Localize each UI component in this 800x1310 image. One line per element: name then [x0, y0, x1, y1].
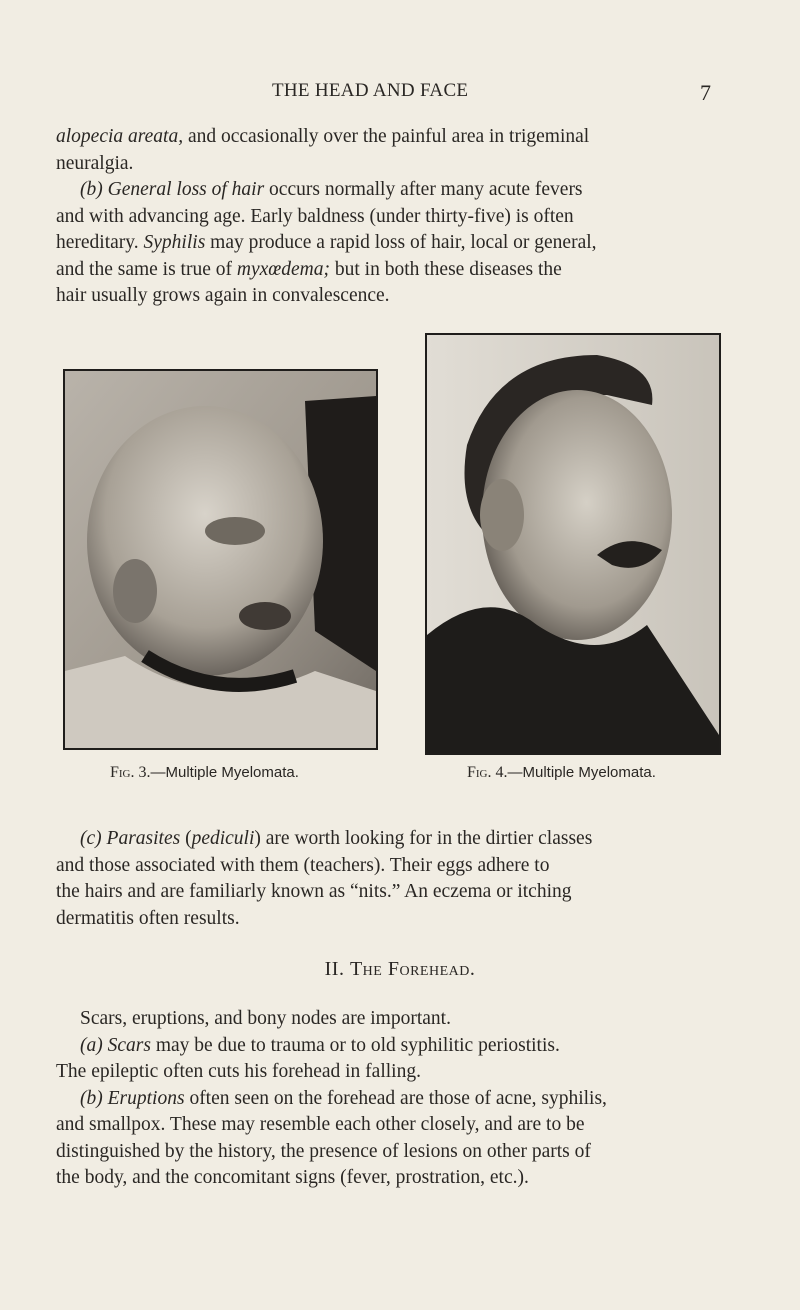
page-number: 7	[700, 80, 711, 105]
paragraph-5-line-2: The epileptic often cuts his forehead in falling.	[56, 1061, 421, 1082]
paragraph-2-line-5: hair usually grows again in convalescence.	[56, 285, 390, 306]
running-title: THE HEAD AND FACE	[272, 80, 469, 101]
figure-4-caption: Fig. 4.—Multiple Myelomata.	[467, 764, 656, 781]
paragraph-block-top	[56, 124, 744, 310]
infant-portrait-image	[65, 371, 376, 748]
section-heading: II. The Forehead.	[324, 958, 476, 980]
paragraph-3-line-4: dermatitis often results.	[56, 907, 240, 929]
paragraph-6-line-4: the body, and the concomitant signs (fever, prostration, etc.).	[56, 1167, 529, 1188]
paragraph-6-line-1: (b) Eruptions often seen on the forehead are those of acne, syphilis,	[80, 1087, 607, 1109]
man-portrait-image	[427, 335, 719, 753]
paragraph-2-line-4: and the same is true of myxœdema; but in both these diseases the	[56, 258, 562, 280]
paragraph-1-line-1: alopecia areata, and occasionally over the painful area in trigeminal	[56, 126, 590, 147]
paragraph-2-line-3: hereditary. Syphilis may produce a rapid loss of hair, local or general,	[56, 232, 597, 253]
paragraph-6-line-2: and smallpox. These may resemble each other closely, and are to be	[56, 1114, 585, 1135]
paragraph-3-line-1: (c) Parasites (pediculi) are worth looking for in the dirtier classes	[80, 828, 593, 849]
paragraph-2-line-2: and with advancing age. Early baldness (under thirty-five) is often	[56, 205, 574, 227]
figure-3-caption: Fig. 3.—Multiple Myelomata.	[110, 764, 299, 781]
paragraph-5-line-1: (a) Scars may be due to trauma or to old syphilitic periostitis.	[80, 1034, 560, 1056]
paragraph-1-line-2: neuralgia.	[56, 152, 134, 174]
paragraph-2-line-1: (b) General loss of hair occurs normally after many acute fevers	[80, 179, 583, 200]
paragraph-3-line-2: and those associated with them (teachers). Their eggs adhere to	[56, 854, 550, 876]
paragraph-block-parasites	[56, 826, 744, 932]
paragraph-6-line-3: distinguished by the history, the presence of lesions on other parts of	[56, 1140, 591, 1162]
figure-4-photo	[425, 333, 721, 755]
paragraph-4-line-1: Scars, eruptions, and bony nodes are important.	[80, 1008, 451, 1029]
paragraph-3-line-3: the hairs and are familiarly known as “nits.” An eczema or itching	[56, 881, 572, 902]
paragraph-block-forehead	[56, 1006, 744, 1192]
page-header	[0, 80, 800, 106]
figure-3-photo	[63, 369, 378, 750]
